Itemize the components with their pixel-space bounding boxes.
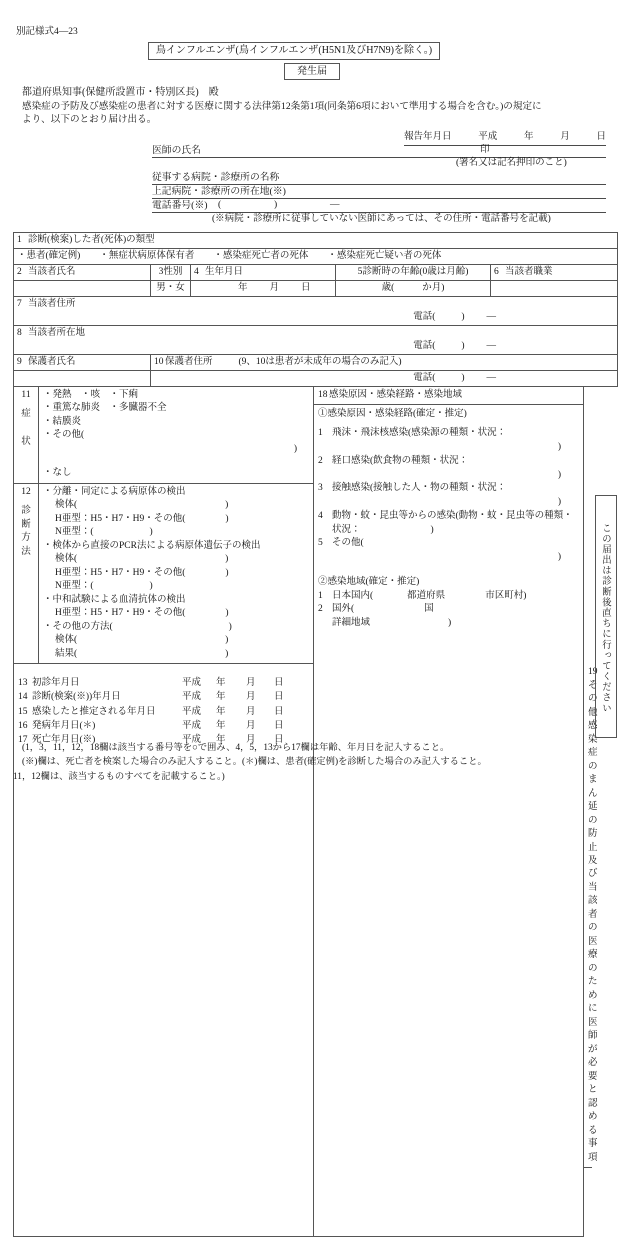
diagnosis-method-3-h: H亜型：H5・H7・H9・その他(	[55, 608, 186, 619]
infection-area-2-detail-line	[318, 617, 579, 631]
infection-item-4-close: )	[430, 524, 434, 535]
date-row-17-era: 平成	[182, 735, 202, 746]
symptoms-label-char-2: 状	[21, 436, 31, 447]
birth-day-unit: 日	[301, 283, 311, 293]
infection-header	[314, 387, 583, 405]
cell-birthdate-input[interactable]	[191, 281, 336, 297]
date-row-15-day: 日	[274, 706, 284, 717]
addressee-line: 都道府県知事(保健所設置市・特別区長) 殿	[22, 87, 219, 98]
row-number: 9	[17, 357, 22, 367]
guardian-tel-dash: —	[486, 373, 497, 383]
row-label: 当該者職業	[505, 267, 553, 277]
symptoms-number: 11	[21, 390, 31, 400]
diagnosis-label-char-3: 方	[21, 533, 31, 544]
row-label: 当該者住所	[28, 299, 76, 309]
date-row-16-year: 年	[216, 720, 226, 731]
other-notes-title-line-1: その他感染症のまん延の防止及び当該者の医療のた	[588, 680, 598, 988]
infection-area-domestic[interactable]	[318, 590, 579, 604]
infection-item-4-text: 動物・蚊・昆虫等からの感染(動物・蚊・昆虫等の種類・	[332, 510, 573, 521]
date-row-13-label: 初診年月日	[32, 678, 80, 689]
diagnosis-method-1-n-close: )	[149, 527, 153, 538]
cell-sex-options[interactable]: 男・女	[151, 281, 191, 297]
telephone-paren-close: )	[274, 200, 278, 210]
date-row-17-number: 17	[18, 735, 28, 746]
infection-item-2-number: 2	[318, 455, 323, 466]
table-row	[14, 233, 618, 249]
location-tel-dash: —	[486, 341, 497, 352]
row-number: 1	[17, 235, 22, 245]
cell-type-options[interactable]: ・患者(確定例) ・無症状病原体保有者 ・感染症死亡者の死体 ・感染症死亡疑い者の死体	[14, 249, 618, 265]
diagnosis-method-4: ・その他の方法(	[43, 621, 113, 632]
notice-kind-box: 発生届	[284, 63, 340, 80]
infection-item-3[interactable]	[318, 482, 579, 496]
legal-basis-line-1: 感染症の予防及び感染症の患者に対する医療に関する法律第12条第1項(同条第6項において準用する場合を含む。)の規定に	[22, 101, 542, 112]
diagnosis-method-4-result-line[interactable]	[43, 648, 309, 661]
row-label: 診断(検案)した者(死体)の類型	[28, 235, 155, 245]
diagnosis-method-2-n-close: )	[149, 581, 153, 592]
infection-item-3-close: )	[557, 497, 561, 508]
symptoms-number-label	[14, 387, 39, 484]
table-row	[14, 297, 618, 326]
row-number: 8	[17, 328, 22, 338]
symptom-other[interactable]: ・その他(	[43, 430, 85, 441]
address-tel-label: 電話(	[413, 312, 436, 323]
infection-item-4[interactable]	[318, 510, 579, 524]
infection-item-5-text: その他(	[332, 538, 364, 549]
infection-item-1[interactable]	[318, 427, 579, 441]
infection-area-1-pref: 都道府県	[407, 590, 446, 601]
diagnosis-method-2-n-line[interactable]	[43, 580, 309, 593]
date-row-14-month: 月	[246, 692, 256, 703]
cell-patient-location[interactable]	[14, 326, 618, 355]
diagnosis-method-1-h-close: )	[225, 513, 229, 524]
diagnosis-method-1-n-line[interactable]	[43, 526, 309, 539]
cell-guardian-name-input[interactable]	[14, 371, 151, 387]
infection-item-5-close: )	[557, 552, 561, 563]
diagnosis-method-1-specimen-close: )	[225, 500, 229, 511]
date-row-14-day: 日	[274, 692, 284, 703]
infection-item-1-text: 飛沫・飛沫核感染(感染源の種類・状況：	[332, 428, 507, 439]
doctor-name-field[interactable]	[152, 143, 606, 158]
infection-area-overseas[interactable]	[318, 603, 579, 617]
date-row-14[interactable]	[18, 690, 309, 704]
row-number: 10	[154, 357, 164, 367]
footer-note-1: (1，3，11，12，18欄は該当する番号等を○で囲み、4，5，13から17欄は年齢、年月日を記入すること。	[22, 743, 450, 753]
symptoms-options-cell[interactable]	[39, 387, 314, 484]
table-row	[14, 249, 618, 265]
legal-basis-line-2: より、以下のとおり届け出る。	[22, 114, 157, 125]
birth-month-unit: 月	[269, 283, 280, 293]
infection-area-2-number: 2	[318, 604, 323, 615]
table-row	[14, 281, 618, 297]
cell-age-header: 5診断時の年齢(0歳は月齢)	[336, 265, 491, 281]
date-row-16-number: 16	[18, 720, 28, 731]
telephone-label: 電話番号(※)	[152, 200, 208, 211]
cell-occupation-header	[491, 265, 618, 281]
telephone-note: (※病院・診療所に従事していない医師にあっては、その住所・電話番号を記載)	[212, 214, 551, 224]
diagnosis-method-4-result: 結果(	[55, 648, 78, 659]
date-row-13-era: 平成	[182, 678, 202, 689]
cell-age-input[interactable]	[336, 281, 491, 297]
infection-area-1-number: 1	[318, 590, 323, 601]
diagnosis-method-3-h-close: )	[225, 608, 229, 619]
infection-item-4-number: 4	[318, 510, 323, 521]
symptom-none[interactable]: ・なし	[43, 468, 72, 479]
birth-year-unit: 年	[238, 283, 248, 293]
infection-section-1-title: ①感染原因・感染経路(確定・推定)	[318, 409, 467, 420]
row-number: 7	[17, 299, 22, 309]
guardian-tel-label: 電話(	[413, 373, 436, 383]
diagnosis-number-label	[14, 483, 39, 663]
table-row	[14, 371, 618, 387]
diagnosis-method-1-n: N亜型：(	[55, 527, 94, 538]
date-row-17-month: 月	[246, 735, 256, 746]
infection-item-2[interactable]	[318, 455, 579, 469]
diagnosis-method-2-specimen-close: )	[225, 554, 229, 565]
symptom-line-1[interactable]: ・発熱 ・咳 ・下痢	[43, 390, 139, 400]
date-row-14-label: 診断(検案(※))年月日	[32, 692, 121, 703]
diagnosis-method-2-n: N亜型：(	[55, 581, 94, 592]
table-row	[14, 355, 618, 371]
hospital-address-label: 上記病院・診療所の所在地(※)	[152, 186, 286, 197]
row-label: 生年月日	[205, 267, 244, 277]
diagnosis-label-char-4: 法	[21, 546, 31, 557]
date-row-13[interactable]	[18, 676, 309, 690]
row-number: 4	[194, 267, 199, 277]
infection-number: 18	[318, 390, 328, 400]
diagnosis-method-1-h: H亜型：H5・H7・H9・その他(	[55, 513, 186, 524]
symptom-other-close: )	[293, 443, 297, 454]
report-era: 平成	[478, 132, 498, 142]
diagnosis-method-2-h-close: )	[225, 567, 229, 578]
seal-mark: 印	[480, 145, 490, 155]
other-notes-header: 19その他感染症のまん延の防止及び当該者の医療のた めに医師が必要と認める事項	[584, 664, 592, 1168]
guardian-note: (9、10は患者が未成年の場合のみ記入)	[238, 357, 402, 367]
infection-area-1-text: 日本国内(	[332, 590, 374, 601]
address-tel-dash: —	[486, 312, 497, 323]
symptoms-label-char-1: 症	[21, 409, 31, 420]
row-label: 保護者住所	[165, 357, 213, 367]
infection-title: 感染原因・感染経路・感染地域	[329, 390, 463, 400]
infection-item-4-text2: 状況：	[332, 524, 361, 535]
infection-area-1-city: 市区町村)	[485, 590, 527, 601]
infection-item-3-text: 接触感染(接触した人・物の種類・状況：	[332, 483, 507, 494]
date-row-13-year: 年	[216, 678, 226, 689]
diagnosis-method-2-h: H亜型：H5・H7・H9・その他(	[55, 567, 186, 578]
infection-area-2-country: 国	[424, 604, 434, 615]
diagnosis-method-2-h-line[interactable]	[43, 567, 309, 580]
date-row-13-number: 13	[18, 678, 28, 689]
diagnosis-method-4-specimen-line[interactable]	[43, 634, 309, 647]
infection-area-2-detail: 詳細地域	[332, 618, 371, 629]
infection-item-5-number: 5	[318, 538, 323, 549]
infection-item-2-text: 経口感染(飲食物の種類・状況：	[332, 455, 469, 466]
telephone-paren-open: (	[218, 200, 222, 210]
diagnosis-method-2-specimen-line[interactable]	[43, 553, 309, 566]
diagnosis-method-3-h-line[interactable]	[43, 607, 309, 620]
diagnosis-method-2[interactable]: ・検体から直接のPCR法による病原体遺伝子の検出	[43, 540, 261, 551]
date-row-14-era: 平成	[182, 692, 202, 703]
cell-patient-name-header	[14, 265, 151, 281]
date-row-15-number: 15	[18, 706, 28, 717]
table-row	[14, 265, 618, 281]
infection-column	[314, 387, 584, 1237]
date-row-16-day: 日	[274, 720, 284, 731]
infection-item-1-number: 1	[318, 428, 323, 439]
report-date-label: 報告年月日	[404, 132, 452, 142]
table-row	[14, 326, 618, 355]
form-code: 別記様式4—23	[16, 27, 78, 37]
date-row-17-year: 年	[216, 735, 226, 746]
date-row-17-label: 死亡年月日(※)	[32, 735, 96, 746]
symptom-line-3[interactable]: ・結膜炎	[43, 416, 82, 427]
date-row-16-era: 平成	[182, 720, 202, 731]
doctor-name-label: 医師の氏名	[152, 145, 201, 156]
row-label: 当該者所在地	[28, 328, 86, 338]
location-tel-close: )	[461, 341, 465, 352]
diagnosis-method-4-line[interactable]	[43, 621, 309, 634]
date-row-13-day: 日	[274, 678, 284, 689]
footer-notes	[13, 741, 619, 784]
diagnosis-method-4-close: )	[228, 621, 232, 632]
date-row-16[interactable]	[18, 719, 309, 733]
diagnosis-methods-cell[interactable]	[39, 483, 314, 663]
row-label: 当該者氏名	[28, 267, 76, 277]
side-note-vertical: この届出は診断後直ちに行ってください	[595, 495, 617, 738]
diagnosis-number: 12	[21, 486, 31, 497]
row-number: 2	[17, 267, 22, 277]
diagnosis-method-1-specimen: 検体(	[55, 500, 78, 511]
cell-guardian-address-input[interactable]	[151, 371, 618, 387]
address-tel-close: )	[461, 312, 465, 323]
date-row-13-month: 月	[246, 678, 256, 689]
infection-area-2-text: 国外(	[332, 604, 355, 615]
diagnosis-method-1[interactable]: ・分離・同定による病原体の検出	[43, 486, 186, 497]
infection-section-2-title: ②感染地域(確定・推定)	[318, 576, 420, 587]
date-row-15-year: 年	[216, 706, 226, 717]
cell-guardian-address-header	[151, 355, 618, 371]
cell-sex-header: 3性別	[151, 265, 191, 281]
footer-note-3: 11，12欄は、該当するものすべてを記載すること。)	[13, 771, 225, 782]
clinical-details-table	[13, 386, 598, 1237]
diagnosis-method-1-h-line[interactable]	[43, 513, 309, 526]
disease-title-box: 鳥インフルエンザ(鳥インフルエンザ(H5N1及びH7N9)を除く。)	[148, 42, 440, 60]
telephone-dash: —	[330, 200, 340, 210]
age-year-unit: 歳(	[381, 283, 395, 293]
cell-occupation-input[interactable]	[491, 281, 618, 297]
date-row-15-month: 月	[246, 706, 256, 717]
diagnosis-method-4-result-close: )	[225, 648, 229, 659]
symptom-line-2[interactable]: ・重篤な肺炎 ・多臓器不全	[43, 403, 167, 414]
infection-section-1	[314, 405, 583, 632]
report-day-unit: 日	[596, 132, 606, 142]
cell-patient-address[interactable]	[14, 297, 618, 326]
date-row-16-label: 発病年月日(＊)	[32, 720, 96, 731]
row-number: 6	[494, 267, 499, 277]
signature-note: (署名又は記名押印のこと)	[456, 158, 567, 168]
infection-item-1-close: )	[557, 442, 561, 453]
diagnosis-label-char-1: 診	[21, 506, 31, 517]
cell-patient-name-input[interactable]	[14, 281, 151, 297]
infection-item-4-line2	[318, 524, 579, 538]
report-year-unit: 年	[523, 132, 534, 142]
date-row-14-year: 年	[216, 692, 226, 703]
diagnosis-method-2-specimen: 検体(	[55, 554, 78, 565]
date-row-16-month: 月	[246, 720, 256, 731]
diagnosis-method-4-specimen-close: )	[225, 635, 229, 646]
diagnosis-method-3[interactable]: ・中和試験による血清抗体の検出	[43, 594, 186, 605]
infection-item-5[interactable]	[318, 537, 579, 551]
infection-item-3-number: 3	[318, 483, 323, 494]
cell-guardian-name-header	[14, 355, 151, 371]
date-row-14-number: 14	[18, 692, 28, 703]
date-row-17-day: 日	[274, 735, 284, 746]
age-month-unit: か月)	[422, 283, 445, 293]
date-row-15-era: 平成	[182, 706, 202, 717]
cell-birthdate-header	[191, 265, 336, 281]
patient-identification-table	[13, 232, 618, 387]
date-row-15[interactable]	[18, 705, 309, 719]
guardian-tel-close: )	[461, 373, 465, 383]
hospital-name-label: 従事する病院・診療所の名称	[152, 172, 280, 183]
infection-item-2-close: )	[557, 469, 561, 480]
cell-type-header	[14, 233, 618, 249]
diagnosis-method-4-specimen: 検体(	[55, 635, 78, 646]
other-notes-number: 19	[588, 667, 598, 678]
footer-note-2: (※)欄は、死亡者を検案した場合のみ記入すること。(＊)欄は、患者(確定例)を診断した場合のみ記入すること。	[22, 757, 487, 768]
table-row	[14, 387, 584, 484]
infection-area-2-close: )	[448, 618, 452, 629]
report-month-unit: 月	[560, 132, 570, 142]
date-row-15-label: 感染したと推定される年月日	[32, 706, 156, 717]
diagnosis-label-char-2: 断	[21, 519, 31, 530]
row-label: 保護者氏名	[28, 357, 76, 367]
location-tel-label: 電話(	[413, 341, 436, 352]
diagnosis-method-1-specimen-line[interactable]	[43, 499, 309, 512]
